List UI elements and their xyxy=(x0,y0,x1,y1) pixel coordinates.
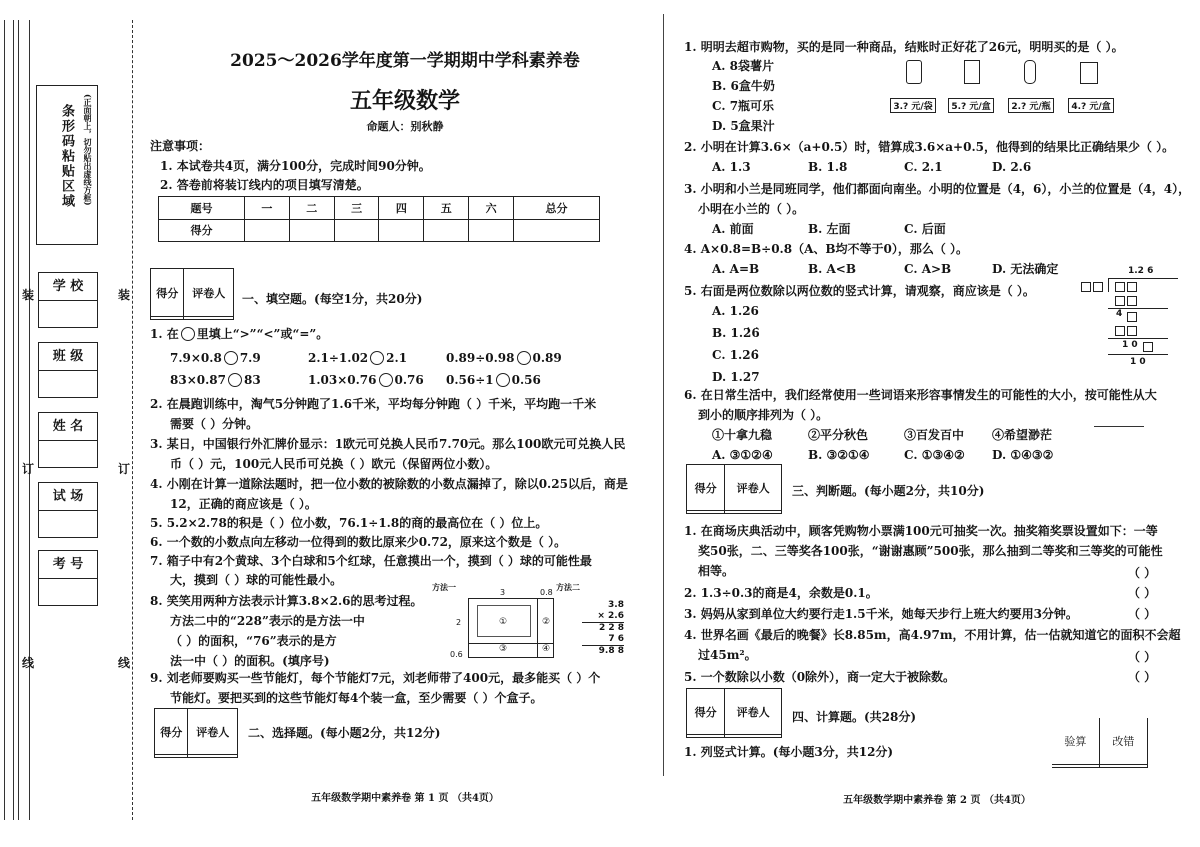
bind-char: 装 xyxy=(22,288,35,302)
compare-circle[interactable] xyxy=(228,373,242,387)
bind-char: 装 xyxy=(118,288,131,302)
q3-line-2: 币（ ）元，100元人民币可兑换（ ）欧元（保留两位小数）。 xyxy=(170,457,498,471)
j4-answer[interactable]: （ ） xyxy=(1128,650,1157,664)
blank-box xyxy=(1127,296,1137,306)
c2: 2. 小明在计算3.6×（a+0.5）时，错算成3.6×a+0.5，他得到的结果比正确结果少（ ）。 xyxy=(684,140,1175,154)
area-rectangle: ① ② ③ ④ xyxy=(468,598,554,658)
page-2-footer: 五年级数学期中素养卷 第 2 页 （共4页） xyxy=(843,795,1031,806)
grader-cell[interactable] xyxy=(687,735,725,738)
j2-answer[interactable]: （ ） xyxy=(1128,586,1157,600)
j1-line-2: 奖50张，二、三等奖各100张，“谢谢惠顾”500张，那么抽到二等奖和三等奖的可能性 xyxy=(698,544,1163,558)
score-header: 三 xyxy=(334,197,379,220)
cola-icon xyxy=(1024,60,1036,84)
c6-word-3: ③百发百中 xyxy=(904,428,965,442)
q4-line-2: 12，正确的商应该是（ ）。 xyxy=(170,497,317,511)
c5-option-c[interactable]: C. 1.26̇ xyxy=(712,348,759,362)
page-2 xyxy=(682,0,1192,847)
bind-char: 线 xyxy=(22,656,35,670)
q8-line-4: 法一中（ ）的面积。(填序号) xyxy=(170,654,330,668)
barcode-area[interactable] xyxy=(36,85,98,245)
score-row-label: 得分 xyxy=(159,219,245,242)
section-4-title: 四、计算题。(共28分) xyxy=(792,710,917,724)
blank-box xyxy=(1115,326,1125,336)
name-label: 姓 名 xyxy=(39,413,97,441)
c5-option-b[interactable]: B. 1.2̇6̇ xyxy=(712,326,760,340)
c1-option-c[interactable]: C. 7瓶可乐 xyxy=(712,99,775,113)
q7-line-2: 大，摸到（ ）球的可能性最小。 xyxy=(170,573,343,587)
c1-option-b[interactable]: B. 6盒牛奶 xyxy=(712,79,775,93)
exam-room-field[interactable] xyxy=(38,482,98,538)
method-2-label: 方法二 xyxy=(556,583,580,592)
score-cell[interactable] xyxy=(379,219,424,242)
c2-option-c[interactable]: C. 2.1 xyxy=(904,160,943,174)
vertical-calculation: 3.8 × 2.6 2 2 8 7 6 9.8 8 xyxy=(582,600,624,657)
section-2-title: 二、选择题。(每小题2分，共12分) xyxy=(248,726,441,740)
score-header: 六 xyxy=(469,197,514,220)
note-1: 1. 本试卷共4页，满分100分，完成时间90分钟。 xyxy=(160,159,431,173)
c2-option-b[interactable]: B. 1.8 xyxy=(808,160,848,174)
c3-option-a[interactable]: A. 前面 xyxy=(712,222,754,236)
c4-option-a[interactable]: A. A=B xyxy=(712,262,760,276)
grader-box-1 xyxy=(150,268,234,320)
q8-figure: 方法一 方法二 3 0.8 2 0.6 ① ② ③ ④ 3.8 × 2.6 2 2 8 7 6 9.8 8 xyxy=(432,583,624,659)
q5: 5. 5.2×2.78的积是（ ）位小数，76.1÷1.8的商的最高位在（ ）位上。 xyxy=(150,516,548,530)
c3-option-b[interactable]: B. 左面 xyxy=(808,222,851,236)
q4-line-1: 4. 小刚在计算一道除法题时，把一位小数的被除数的小数点漏掉了，除以0.25以后，商是 xyxy=(150,477,628,491)
grader-box-4 xyxy=(686,688,782,738)
c6-line-1: 6. 在日常生活中，我们经常使用一些词语来形容事情发生的可能性的大小，按可能性从大 xyxy=(684,388,1157,402)
grader-cell[interactable] xyxy=(725,511,782,514)
c4-option-b[interactable]: B. A<B xyxy=(808,262,857,276)
subject-title: 五年级数学 xyxy=(349,89,460,114)
calc-1: 1. 列竖式计算。(每小题3分，共12分) xyxy=(684,745,894,759)
class-field[interactable] xyxy=(38,342,98,398)
price-chips: 3.? 元/袋 xyxy=(890,98,936,113)
blank-box xyxy=(1127,312,1137,322)
c1-option-d[interactable]: D. 5盒果汁 xyxy=(712,119,775,133)
c6-word-4: ④希望渺茫 xyxy=(992,428,1053,442)
binding-strip xyxy=(0,0,150,847)
exam-room-label: 试 场 xyxy=(39,483,97,511)
score-header: 四 xyxy=(379,197,424,220)
blank-box xyxy=(1127,282,1137,292)
c6-word-2: ②平分秋色 xyxy=(808,428,869,442)
c2-option-d[interactable]: D. 2.6 xyxy=(992,160,1032,174)
check-table xyxy=(1052,718,1148,768)
blank-box xyxy=(1115,296,1125,306)
grader-score-label: 得分 xyxy=(687,689,725,735)
grader-name-label: 评卷人 xyxy=(188,709,238,755)
grader-box-3 xyxy=(686,464,782,514)
j5-answer[interactable]: （ ） xyxy=(1128,670,1157,684)
q1-text: 1. 在 xyxy=(150,327,179,341)
section-3-title: 三、判断题。(每小题2分，共10分) xyxy=(792,484,985,498)
grader-cell[interactable] xyxy=(184,317,234,320)
exam-number-label: 考 号 xyxy=(39,551,97,579)
c6-option-a[interactable]: A. ③①②④ xyxy=(712,448,773,462)
correct-cell[interactable] xyxy=(1099,765,1147,768)
price-items xyxy=(890,60,1140,120)
q8-line-3: （ ）的面积，“76”表示的是方 xyxy=(170,634,337,648)
grader-cell[interactable] xyxy=(188,755,238,758)
grader-name-label: 评卷人 xyxy=(184,269,234,317)
c6-option-b[interactable]: B. ③②①④ xyxy=(808,448,870,462)
c2-option-a[interactable]: A. 1.3 xyxy=(712,160,751,174)
q1-text-b: 里填上“>”“<”或“=”。 xyxy=(196,327,329,341)
c6-word-1: ①十拿九稳 xyxy=(712,428,773,442)
milk-icon xyxy=(964,60,980,84)
check-cell[interactable] xyxy=(1052,765,1099,768)
blank-box xyxy=(1143,342,1153,352)
score-cell[interactable] xyxy=(469,219,514,242)
c3-line-2: 小明在小兰的（ ）。 xyxy=(698,202,805,216)
grader-score-label: 得分 xyxy=(155,709,188,755)
c3-line-1: 3. 小明和小兰是同班同学，他们都面向南坐。小明的位置是（4，6），小兰的位置是（4，4）， xyxy=(684,182,1191,196)
c4: 4. A×0.8=B÷0.8（A、B均不等于0），那么（ ）。 xyxy=(684,242,969,256)
score-header: 五 xyxy=(424,197,469,220)
blank-box xyxy=(1115,282,1125,292)
j3-answer[interactable]: （ ） xyxy=(1128,607,1157,621)
note-2: 2. 答卷前将装订线内的项目填写清楚。 xyxy=(160,178,369,192)
grader-name-label: 评卷人 xyxy=(725,689,782,735)
score-cell[interactable] xyxy=(334,219,379,242)
q2-line-2: 需要（ ）分钟。 xyxy=(170,417,259,431)
bind-char: 订 xyxy=(118,462,131,476)
q2-line-1: 2. 在晨跑训练中，淘气5分钟跑了1.6千米，平均每分钟跑（ ）千米，平均跑一千米 xyxy=(150,397,597,411)
compare-circle[interactable] xyxy=(517,351,531,365)
score-table xyxy=(158,196,600,242)
j1-line-3: 相等。 xyxy=(698,564,735,578)
c5-option-a[interactable]: A. 1.26 xyxy=(712,304,759,318)
name-field[interactable] xyxy=(38,412,98,468)
grader-cell[interactable] xyxy=(687,511,725,514)
q1-row-2: 83×0.87 83 xyxy=(170,373,261,387)
j5: 5. 一个数除以小数（0除外），商一定大于被除数。 xyxy=(684,670,956,684)
section-1-title: 一、填空题。(每空1分，共20分) xyxy=(242,292,423,306)
blank-box xyxy=(1081,282,1091,292)
class-label: 班 级 xyxy=(39,343,97,371)
juice-icon xyxy=(1080,62,1098,84)
compare-circle[interactable] xyxy=(370,351,384,365)
blank-box xyxy=(1127,326,1137,336)
chips-icon xyxy=(906,60,922,84)
author: 命题人：别秋静 xyxy=(366,120,444,133)
j3: 3. 妈妈从家到单位大约要行走1.5千米，她每天步行上班大约要用3分钟。 xyxy=(684,607,1078,621)
grader-cell[interactable] xyxy=(725,735,782,738)
long-division-figure: 1.2 6 4 1 0 1 0 xyxy=(1078,266,1184,374)
price-milk: 5.? 元/盒 xyxy=(948,98,994,113)
score-header: 总分 xyxy=(514,197,600,220)
grader-cell[interactable] xyxy=(155,755,188,758)
q3-line-1: 3. 某日，中国银行外汇牌价显示：1欧元可兑换人民币7.70元。那么100欧元可兑换人民 xyxy=(150,437,626,451)
notes-title: 注意事项： xyxy=(150,139,211,153)
compare-circle[interactable] xyxy=(496,373,510,387)
correct-label: 改错 xyxy=(1099,718,1147,765)
c1: 1. 明明去超市购物，买的是同一种商品，结账时正好花了26元，明明买的是（ ）。 xyxy=(684,40,1124,54)
blank-line xyxy=(1094,426,1144,427)
c3-option-c[interactable]: C. 后面 xyxy=(904,222,946,236)
c6-option-c[interactable]: C. ①③④② xyxy=(904,448,965,462)
score-cell[interactable] xyxy=(514,219,600,242)
price-juice: 4.? 元/盒 xyxy=(1068,98,1114,113)
q9-line-1: 9. 刘老师要购买一些节能灯，每个节能灯7元，刘老师带了400元，最多能买（ ）个 xyxy=(150,671,601,685)
c4-option-c[interactable]: C. A>B xyxy=(904,262,952,276)
page-1: 2025～2026学年度第一学期期中学科素养卷 五年级数学 命题人：别秋静 注意事项： 1. 本试卷共4页，满分100分，完成时间90分钟。 2. 答卷前将装订线内的项目填写清楚。 题号 一 二 三 四 五 六 总分 得分 得分 评卷人 一、填空题。(每空1分，共20分) 1. 在 里填上“>”“<”或“=”。 7.9×0.8 7.9 2.1÷1.02 2.1 0.89÷0.98 0.89 83×0.87 83 1.03×0.76 0.76 0.56÷1 0.56 2. 在晨跑训练中，淘气5分钟跑了1.6千米，平均每分钟跑（ ）千米，平均跑一千米 需要（ ）分钟。 3. 某日，中国银行外汇牌价显示：1欧元可兑换人民币7.70元。那么100欧元可兑换人民 币（ ）元，100元人民币可兑换（ ）欧元（保留两位小数）。 4. 小刚在计算一道除法题时，把一位小数的被除数的小数点漏掉了，除以0.25以后，商是 12，正确的商应该是（ ）。 5. 5.2×2.78的积是（ ）位小数，76.1÷1.8的商的最高位在（ ）位上。 6. 一个数的小数点向左移动一位得到的数比原来少0.72，原来这个数是（ ）。 7. 箱子中有2个黄球、3个白球和5个红球，任意摸出一个，摸到（ ）球的可能性最 大，摸到（ ）球的可能性最小。 8. 笑笑用两种方法表示计算3.8×2.6的思考过程。 方法二中的“228”表示的是方法一中 （ ）的面积，“76”表示的是方 法一中（ ）的面积。(填序号) 方法一 方法二 3 0.8 2 0.6 ① ② ③ ④ 3.8 × 2.6 2 2 8 7 6 9.8 8 9. 刘老师要购买一些节能灯，每个节能灯7元，刘老师带了400元，最多能买（ ）个 节能灯。要把买到的这些节能灯每4个装一盒，至少需要（ ）个盒子。 得分 评卷人 二、选择题。(每小题2分，共12分) 五年级数学期中素养卷 第 1 页 （共4页） xyxy=(150,0,660,847)
c4-option-d[interactable]: D. 无法确定 xyxy=(992,262,1059,276)
page-1-footer: 五年级数学期中素养卷 第 1 页 （共4页） xyxy=(311,793,499,804)
j4-line-2: 过45m²。 xyxy=(698,648,757,662)
page-divider xyxy=(663,14,664,776)
blank-box xyxy=(1093,282,1103,292)
bind-char: 线 xyxy=(118,656,131,670)
score-cell[interactable] xyxy=(424,219,469,242)
price-cola: 2.? 元/瓶 xyxy=(1008,98,1054,113)
c5: 5. 右面是两位数除以两位数的竖式计算，请观察，商应该是（ ）。 xyxy=(684,284,1035,298)
c6-option-d[interactable]: D. ①④③② xyxy=(992,448,1054,462)
score-cell[interactable] xyxy=(244,219,289,242)
q7-line-1: 7. 箱子中有2个黄球、3个白球和5个红球，任意摸出一个，摸到（ ）球的可能性最 xyxy=(150,554,592,568)
barcode-label: 条形码粘贴区域 xyxy=(59,104,74,209)
q8-line-2: 方法二中的“228”表示的是方法一中 xyxy=(170,614,365,628)
grader-box-2 xyxy=(154,708,238,758)
school-label: 学 校 xyxy=(39,273,97,301)
method-1-label: 方法一 xyxy=(432,583,456,592)
exam-number-field[interactable] xyxy=(38,550,98,606)
q8-line-1: 8. 笑笑用两种方法表示计算3.8×2.6的思考过程。 xyxy=(150,594,423,608)
score-header: 二 xyxy=(289,197,334,220)
score-header: 题号 xyxy=(159,197,245,220)
q1-row-1: 7.9×0.8 7.9 xyxy=(170,351,261,365)
q9-line-2: 节能灯。要把买到的这些节能灯每4个装一盒，至少需要（ ）个盒子。 xyxy=(170,691,543,705)
barcode-note: (正面朝上，切勿贴出虚线方框) xyxy=(83,94,93,206)
c1-option-a[interactable]: A. 8袋薯片 xyxy=(712,59,775,73)
c6-line-2: 到小的顺序排列为（ ）。 xyxy=(698,408,829,422)
grader-score-label: 得分 xyxy=(687,465,725,511)
circle-icon xyxy=(181,327,195,341)
school-field[interactable] xyxy=(38,272,98,328)
compare-circle[interactable] xyxy=(224,351,238,365)
compare-circle[interactable] xyxy=(379,373,393,387)
j4-line-1: 4. 世界名画《最后的晚餐》长8.85m，高4.97m，不用计算，估一估就知道它的面积不会超 xyxy=(684,628,1181,642)
check-label: 验算 xyxy=(1052,718,1099,765)
grader-score-label: 得分 xyxy=(151,269,184,317)
j2: 2. 1.3÷0.3的商是4，余数是0.1。 xyxy=(684,586,878,600)
bind-char: 订 xyxy=(22,462,35,476)
exam-title: 2025～2026学年度第一学期期中学科素养卷 xyxy=(230,51,580,71)
grader-name-label: 评卷人 xyxy=(725,465,782,511)
q6: 6. 一个数的小数点向左移动一位得到的数比原来少0.72，原来这个数是（ ）。 xyxy=(150,535,567,549)
j1-line-1: 1. 在商场庆典活动中，顾客凭购物小票满100元可抽奖一次。抽奖箱奖票设置如下：一等 xyxy=(684,524,1158,538)
grader-cell[interactable] xyxy=(151,317,184,320)
c5-option-d[interactable]: D. 1.27 xyxy=(712,370,760,384)
score-header: 一 xyxy=(244,197,289,220)
score-cell[interactable] xyxy=(289,219,334,242)
j1-answer[interactable]: （ ） xyxy=(1128,566,1157,580)
